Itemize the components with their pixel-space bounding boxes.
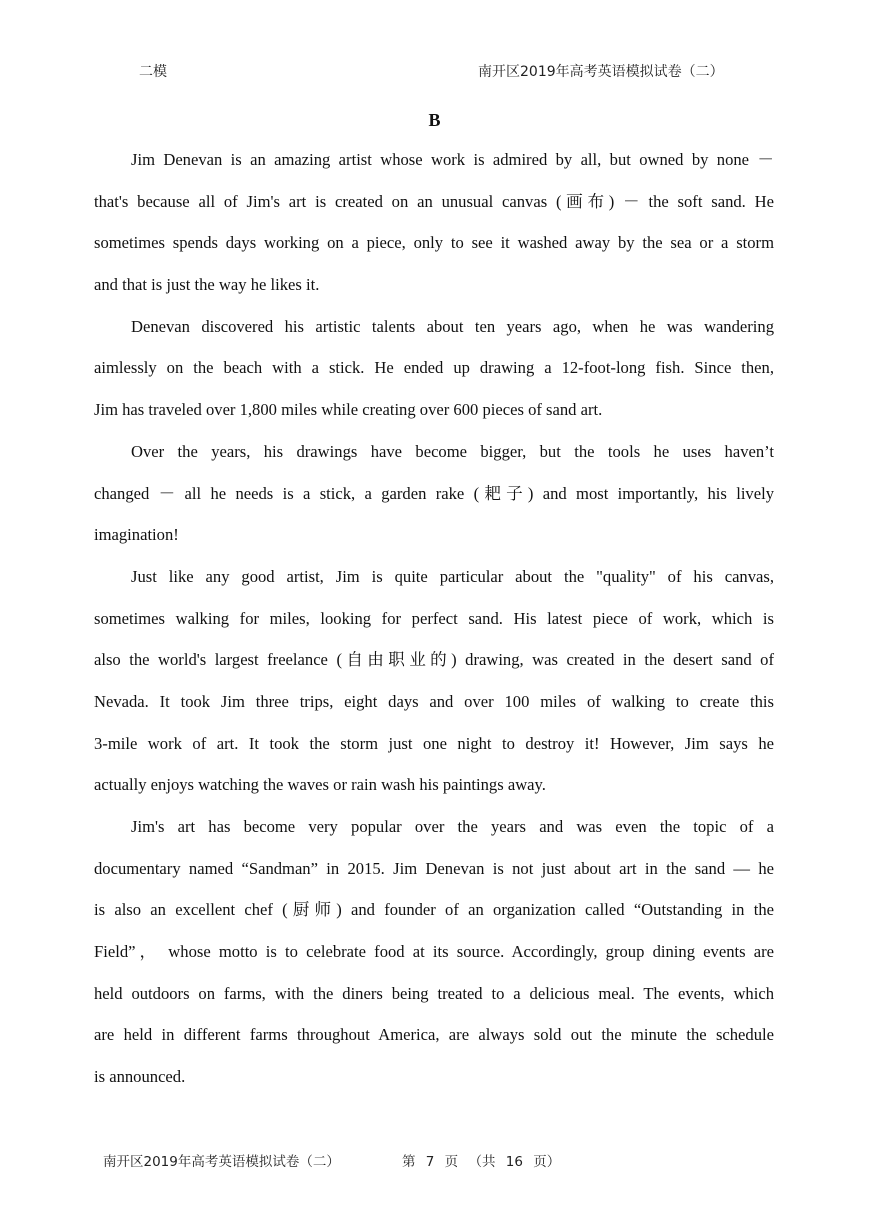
paragraph-line: that's because all of Jim's art is created on an unusual canvas (画布) － the soft sand. He (94, 191, 774, 211)
paragraph-line: documentary named “Sandman” in 2015. Jim Denevan is not just about art in the sand — he (94, 858, 774, 878)
paragraph-line: sometimes spends days working on a piece, only to see it washed away by the sea or a storm (94, 233, 774, 253)
header-left-label: 二模 (139, 64, 167, 80)
paragraph-line: Nevada. It took Jim three trips, eight days and over 100 miles of walking to create this (94, 691, 774, 711)
paragraph-line: 3-mile work of art. It took the storm just one night to destroy it! However, Jim says he (94, 733, 774, 753)
paragraph-line: Field”， whose motto is to celebrate food at its source. Accordingly, group dining events are (94, 942, 774, 962)
paragraph-line: are held in different farms throughout America, are always sold out the minute the schedule (94, 1025, 774, 1045)
paragraph-line: actually enjoys watching the waves or rain wash his paintings away. (94, 775, 546, 795)
paragraph (94, 146, 774, 313)
paragraph-line: Jim's art has become very popular over the years and was even the topic of a (131, 817, 774, 836)
paragraph (94, 813, 774, 1105)
paragraph-line: Jim has traveled over 1,800 miles while creating over 600 pieces of sand art. (94, 400, 603, 420)
paragraph-line: is announced. (94, 1067, 186, 1087)
footer-page-number: 第 7 页 （共 16 页） (402, 1154, 561, 1170)
passage-body (94, 146, 774, 1105)
paragraph-line: sometimes walking for miles, looking for perfect sand. His latest piece of work, which is (94, 608, 774, 628)
paragraph-line: changed － all he needs is a stick, a garden rake (耙子) and most importantly, his lively (94, 483, 774, 503)
paragraph-line: Just like any good artist, Jim is quite particular about the "quality" of his canvas, (131, 566, 774, 586)
paragraph (94, 438, 774, 563)
paragraph (94, 563, 774, 813)
paragraph-line: and that is just the way he likes it. (94, 275, 320, 295)
paragraph-line: Over the years, his drawings have become bigger, but the tools he uses haven’t (131, 441, 774, 461)
paragraph-line: Jim Denevan is an amazing artist whose work is admired by all, but owned by none － (131, 150, 774, 169)
paragraph-line: is also an excellent chef (厨师) and founder of an organization called “Outstanding in the (94, 900, 774, 920)
section-title: B (428, 110, 441, 130)
paragraph-line: aimlessly on the beach with a stick. He ended up drawing a 12-foot-long fish. Since then, (94, 358, 774, 378)
paragraph (94, 313, 774, 438)
paragraph-line: imagination! (94, 525, 179, 545)
paragraph-line: also the world's largest freelance (自由职业的) drawing, was created in the desert sand of (94, 650, 774, 670)
header-exam-title: 南开区2019年高考英语模拟试卷（二） (478, 64, 724, 80)
footer-exam-title: 南开区2019年高考英语模拟试卷（二） (103, 1154, 340, 1170)
paragraph-line: held outdoors on farms, with the diners being treated to a delicious meal. The events, which (94, 983, 774, 1003)
paragraph-line: Denevan discovered his artistic talents about ten years ago, when he was wandering (131, 316, 774, 336)
